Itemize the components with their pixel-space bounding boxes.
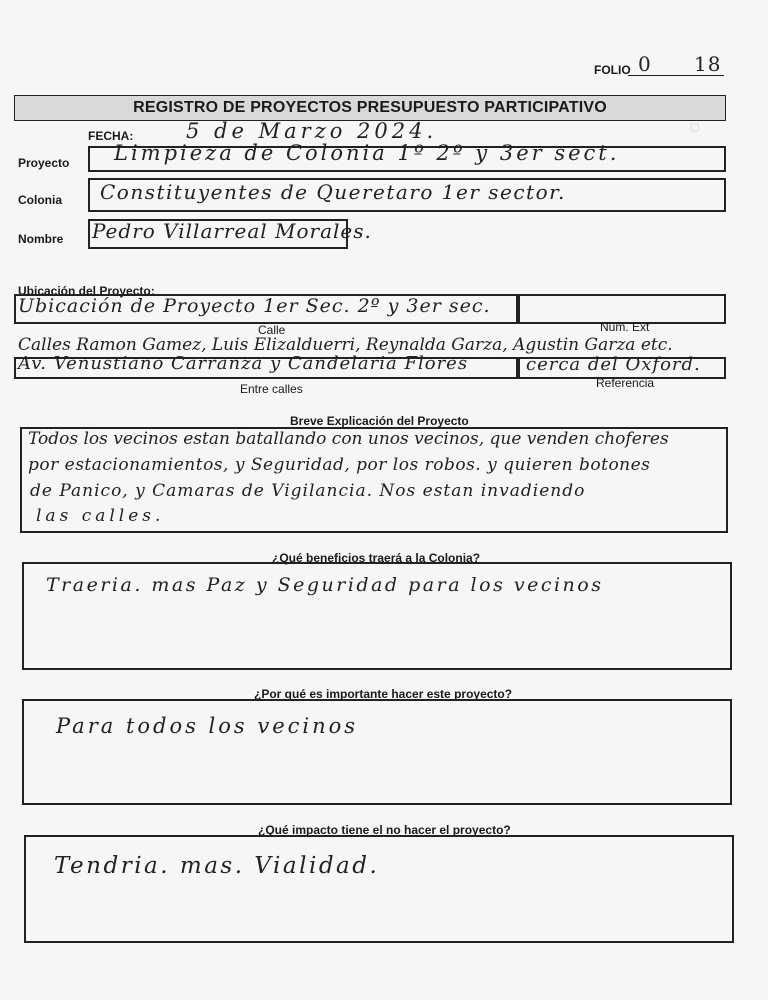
referencia-label: Referencia — [596, 376, 655, 390]
ubicacion-label: Ubicación del Proyecto: — [18, 284, 155, 298]
form-title: REGISTRO DE PROYECTOS PRESUPUESTO PARTICIPATIVO — [133, 99, 607, 116]
explicacion-line-4: las calles. — [36, 506, 165, 526]
proyecto-value: Limpieza de Colonia 1º 2º y 3er sect. — [114, 141, 620, 165]
importante-label: ¿Por qué es importante hacer este proyecto? — [254, 687, 513, 701]
folio-underline — [628, 75, 724, 76]
entre-calles-label: Entre calles — [240, 382, 303, 396]
fecha-value[interactable]: 5 de Marzo 2024. — [186, 119, 438, 143]
ghost-text: ▢ — [690, 122, 700, 133]
impacto-field[interactable] — [24, 835, 734, 943]
colonia-label: Colonia — [18, 193, 62, 207]
colonia-value: Constituyentes de Queretaro 1er sector. — [100, 180, 566, 204]
impacto-value: Tendria. mas. Vialidad. — [54, 853, 380, 879]
form-title-bar — [14, 95, 726, 121]
entre-calles-value: Av. Venustiano Carranza y Candelaria Flores — [18, 353, 469, 374]
folio-value-number: 18 — [694, 52, 722, 76]
beneficios-value: Traeria. mas Paz y Seguridad para los vecinos — [46, 574, 604, 596]
explicacion-line-2: por estacionamientos, y Seguridad, por los robos. y quieren botones — [28, 455, 651, 475]
nombre-value: Pedro Villarreal Morales. — [92, 219, 372, 243]
calles-line-value: Calles Ramon Gamez, Luis Elizalduerri, Reynalda Garza, Agustin Garza etc. — [18, 335, 673, 355]
calle-value: Ubicación de Proyecto 1er Sec. 2º y 3er sec. — [18, 295, 491, 317]
beneficios-label: ¿Qué beneficios traerá a la Colonia? — [272, 551, 481, 565]
explicacion-line-3: de Panico, y Camaras de Vigilancia. Nos estan invadiendo — [30, 481, 586, 501]
fecha-label: FECHA: — [88, 129, 134, 143]
referencia-value: cerca del Oxford. — [526, 354, 701, 375]
proyecto-label: Proyecto — [18, 156, 70, 170]
nombre-label: Nombre — [18, 232, 64, 246]
calle-label: Calle — [258, 323, 286, 337]
impacto-label: ¿Qué impacto tiene el no hacer el proyecto? — [258, 823, 511, 837]
explicacion-label: Breve Explicación del Proyecto — [290, 414, 469, 428]
num-ext-label: Num. Ext — [600, 320, 650, 334]
folio-value-prefix: 0 — [638, 52, 652, 76]
importante-value: Para todos los vecinos — [56, 714, 359, 738]
explicacion-line-1: Todos los vecinos estan batallando con unos vecinos, que venden choferes — [28, 429, 669, 449]
folio-label: FOLIO — [594, 63, 631, 77]
